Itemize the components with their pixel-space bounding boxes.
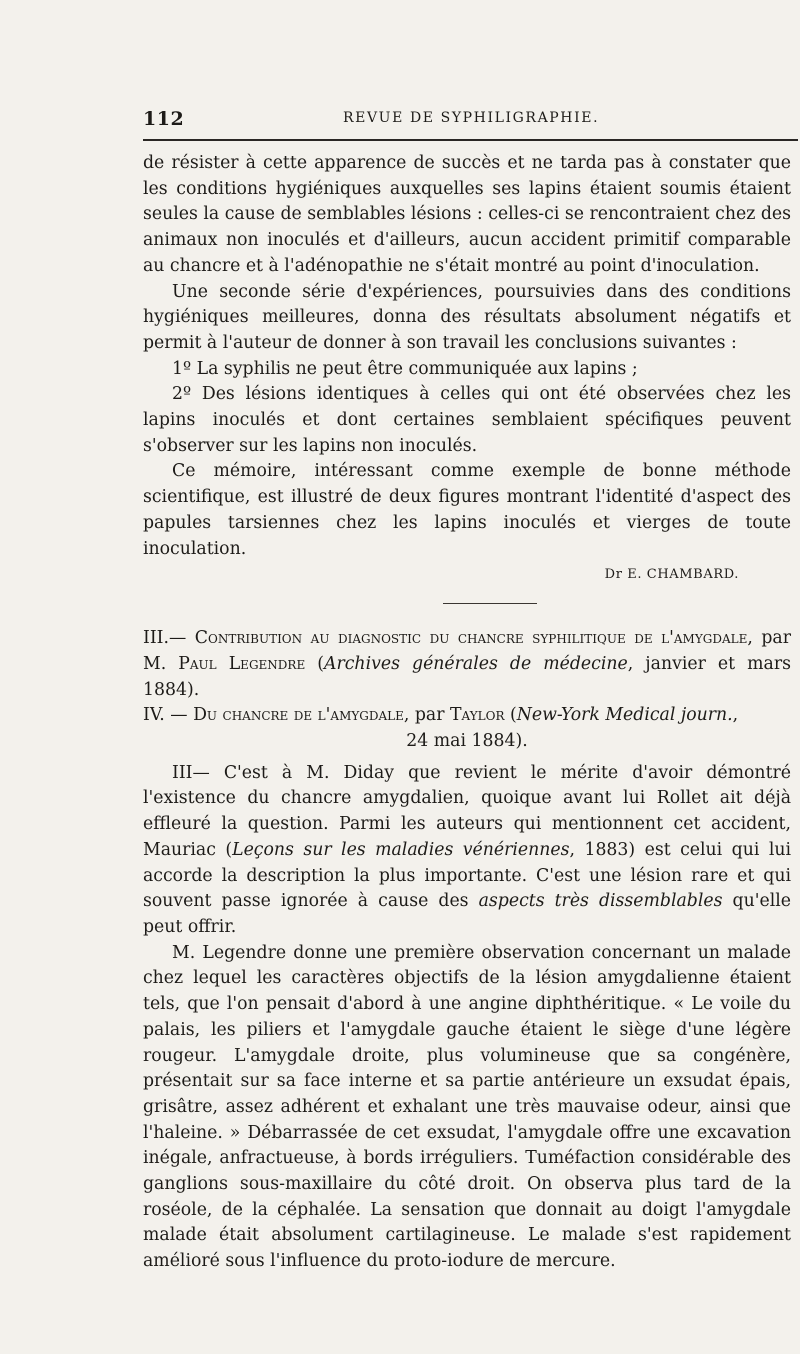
experiment-paragraph: Une seconde série d'expériences, poursuivies dans des conditions hygiéniques meilleures, donna des résultats absolument négatifs et permit à l'auteur de donner à son travail les conclusions suivantes : bbox=[143, 281, 791, 353]
observation-paragraph: M. Legendre donne une première observation concernant un malade chez lequel les caractères objectifs de la lésion amygdalienne étaient tels, que l'on pensait d'abord à une angine diphthéritique. « Le voile du palais, les piliers et l'amygdale gauche étaient le siège d'une légère rougeur. L'amygdale droite, plus volumineuse que sa congénère, présentait sur sa face interne et sa partie antérieure un exsudat épais, grisâtre, assez adhérent et exhalant une très mauvaise odeur, ainsi que l'haleine. » Débarrassée de cet exsudat, l'amygdale offre une excavation inégale, anfractueuse, à bords irréguliers. Tuméfaction considérable des ganglions sous-maxillaire du côté droit. On observa plus tard de la roséole, de la céphalée. La sensation que donnait au doigt l'amygdale malade était absolument cartilagineuse. Le malade s'est rapidement amélioré sous l'influence du proto-iodure de mercure. bbox=[143, 942, 791, 1272]
entry-author: Taylor bbox=[450, 705, 505, 726]
entry-journal: New-York Medical journ. bbox=[516, 705, 733, 726]
entry-by: par M. bbox=[143, 628, 792, 674]
conclusion-item: 1º La syphilis ne peut être communiquée aux lapins ; bbox=[172, 358, 638, 379]
entry-number: III.— bbox=[143, 628, 187, 649]
entry-by: par bbox=[414, 705, 445, 726]
entry-journal: Archives générales de médecine bbox=[324, 653, 628, 674]
review-text: III— C'est à M. Diday que revient le mérite d'avoir démontré l'existence du chancre amygdalien, quoique avant lui Rollet ait déjà effleuré la question. Parmi les auteurs qui mentionnent cet accident, Mauriac ( bbox=[143, 762, 791, 860]
page-number: 112 bbox=[143, 108, 185, 130]
entry-number: IV. — bbox=[143, 705, 188, 726]
entry-title: Contribution au diagnostic du chancre syphilitique de l'amygdale, bbox=[194, 628, 753, 649]
book-title: Leçons sur les maladies vénériennes bbox=[232, 839, 570, 860]
section-divider bbox=[443, 603, 537, 604]
continuation-paragraph: de résister à cette apparence de succès et ne tarda pas à constater que les conditions hygiéniques auxquelles ses lapins étaient soumis étaient seules la cause de semblables lésions : celles-ci se rencontraient chez des animaux non inoculés et d'ailleurs, aucun accident primitif comparable au chancre et à l'adénopathie ne s'était montré au point d'inoculation. bbox=[143, 153, 791, 276]
conclusion-item: 2º Des lésions identiques à celles qui ont été observées chez les lapins inoculés et dont certaines semblaient spécifiques peuvent s'observer sur les lapins non inoculés. bbox=[143, 384, 791, 456]
running-title: REVUE DE SYPHILIGRAPHIE. bbox=[343, 110, 600, 126]
memoir-paragraph: Ce mémoire, intéressant comme exemple de bonne méthode scientifique, est illustré de deux figures montrant l'identité d'aspect des papules tarsiennes chez les lapins inoculés et vierges de toute inoculation. bbox=[143, 461, 791, 559]
review-text: qu'elle peut offrir. bbox=[143, 891, 791, 937]
review-text: , 1883) est celui qui lui accorde la description la plus importante. C'est une lésion rare et qui souvent passe ignorée à cause des bbox=[143, 839, 792, 912]
entry-author: Paul Legendre bbox=[178, 653, 306, 674]
body-text bbox=[143, 151, 791, 1275]
entry-title: Du chancre de l'amygdale, bbox=[193, 705, 410, 726]
page-header bbox=[143, 108, 798, 132]
entry-date: 24 mai 1884). bbox=[406, 731, 528, 752]
review-paragraph bbox=[143, 761, 791, 941]
entry-date: , janvier et mars 1884). bbox=[143, 653, 791, 700]
bibliography-entry-3: III.— Contribution au diagnostic du chancre syphilitique de l'amygdale, par M. Paul Legendre (Archives générales de médecine, janvier et mars 1884). bbox=[143, 628, 792, 700]
header-rule bbox=[143, 139, 798, 141]
signature: Dr E. CHAMBARD. bbox=[604, 567, 739, 583]
bibliography-entry-4: IV. — Du chancre de l'amygdale, par Taylor (New-York Medical journ., 24 mai 1884). bbox=[143, 703, 791, 754]
emphasis-text: aspects très dissemblables bbox=[478, 891, 723, 912]
